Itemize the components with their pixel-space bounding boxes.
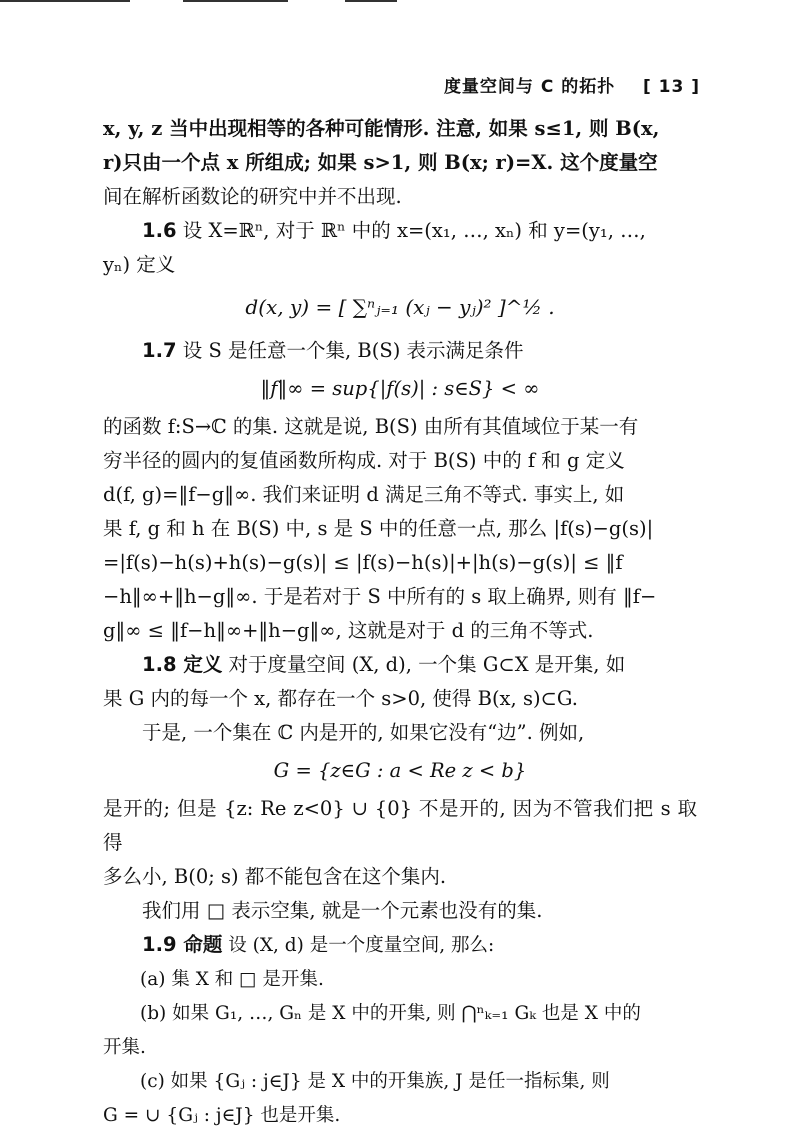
text-line: x, y, z 当中出现相等的各种可能情形. 注意, 如果 s≤1, 则 B(x, [103, 117, 660, 140]
scan-edge-line [0, 0, 130, 2]
text-line: =|f(s)−h(s)+h(s)−g(s)| ≤ |f(s)−h(s)|+|h(s)−g(s)| ≤ ‖f [103, 551, 623, 574]
text-line: 开集. [103, 1037, 146, 1058]
list-item-c: (c) 如果 {Gⱼ : j∈J} 是 X 中的开集族, J 是任一指标集, 则 [140, 1071, 610, 1092]
page-number: [ 13 ] [642, 77, 700, 97]
text-line: −h‖∞+‖h−g‖∞. 于是若对于 S 中所有的 s 取上确界, 则有 ‖f− [103, 585, 657, 608]
text-line: r)只由一个点 x 所组成; 如果 s>1, 则 B(x; r)=X. 这个度量空 [103, 151, 658, 174]
text-line: 果 G 内的每一个 x, 都存在一个 s>0, 使得 B(x, s)⊂G. [103, 687, 578, 710]
scan-edge-line [183, 0, 288, 2]
text-line: g‖∞ ≤ ‖f−h‖∞+‖h−g‖∞, 这就是对于 d 的三角不等式. [103, 619, 594, 642]
scan-edge-line [345, 0, 397, 2]
text-line: d(f, g)=‖f−g‖∞. 我们来证明 d 满足三角不等式. 事实上, 如 [103, 483, 625, 506]
section-number: 1.8 定义 [142, 653, 223, 676]
text-line: 对于度量空间 (X, d), 一个集 G⊂X 是开集, 如 [222, 653, 626, 676]
section-number: 1.7 [142, 339, 177, 362]
equation-sup-norm: ‖f‖∞ = sup{|f(s)| : s∈S} < ∞ [260, 377, 540, 400]
section-number: 1.9 命题 [142, 933, 223, 956]
section-1-9 [103, 928, 697, 963]
text-line: 设 X=ℝⁿ, 对于 ℝⁿ 中的 x=(x₁, …, xₙ) 和 y=(y₁, …, [176, 219, 646, 242]
text-line: 的函数 f:S→ℂ 的集. 这就是说, B(S) 由所有其值域位于某一有 [103, 415, 639, 438]
running-header [444, 72, 700, 97]
text-line: 设 (X, d) 是一个度量空间, 那么: [222, 935, 495, 956]
section-1-6 [103, 214, 697, 248]
text-line: 是开的; 但是 {z: Re z<0} ∪ {0} 不是开的, 因为不管我们把 s 取得 [103, 797, 697, 854]
section-number: 1.6 [142, 219, 177, 242]
text-line: 设 S 是任意一个集, B(S) 表示满足条件 [176, 339, 524, 362]
page-body [103, 112, 697, 1133]
text-line: 我们用 □ 表示空集, 就是一个元素也没有的集. [142, 899, 543, 922]
text-line: 果 f, g 和 h 在 B(S) 中, s 是 S 中的任意一点, 那么 |f(s)−g(s)| [103, 517, 654, 540]
section-1-7 [103, 334, 697, 368]
equation-open-set: G = {z∈G : a < Re z < b} [273, 759, 527, 782]
text-line: 穷半径的圆内的复值函数所构成. 对于 B(S) 中的 f 和 g 定义 [103, 449, 625, 472]
section-1-8 [103, 648, 697, 682]
text-line: 于是, 一个集在 ℂ 内是开的, 如果它没有“边”. 例如, [142, 721, 585, 744]
text-line: G = ∪ {Gⱼ : j∈J} 也是开集. [103, 1105, 341, 1126]
running-title: 度量空间与 C 的拓扑 [443, 77, 616, 97]
text-line: 多么小, B(0; s) 都不能包含在这个集内. [103, 865, 447, 888]
list-item-a: (a) 集 X 和 □ 是开集. [140, 969, 324, 990]
equation-distance: d(x, y) = [ ∑ⁿⱼ₌₁ (xⱼ − yⱼ)² ]^½ . [245, 295, 555, 319]
text-line: 间在解析函数论的研究中并不出现. [103, 185, 402, 208]
text-line: yₙ) 定义 [103, 253, 176, 276]
list-item-b: (b) 如果 G₁, …, Gₙ 是 X 中的开集, 则 ⋂ⁿₖ₌₁ Gₖ 也是 X 中的 [140, 1003, 641, 1024]
